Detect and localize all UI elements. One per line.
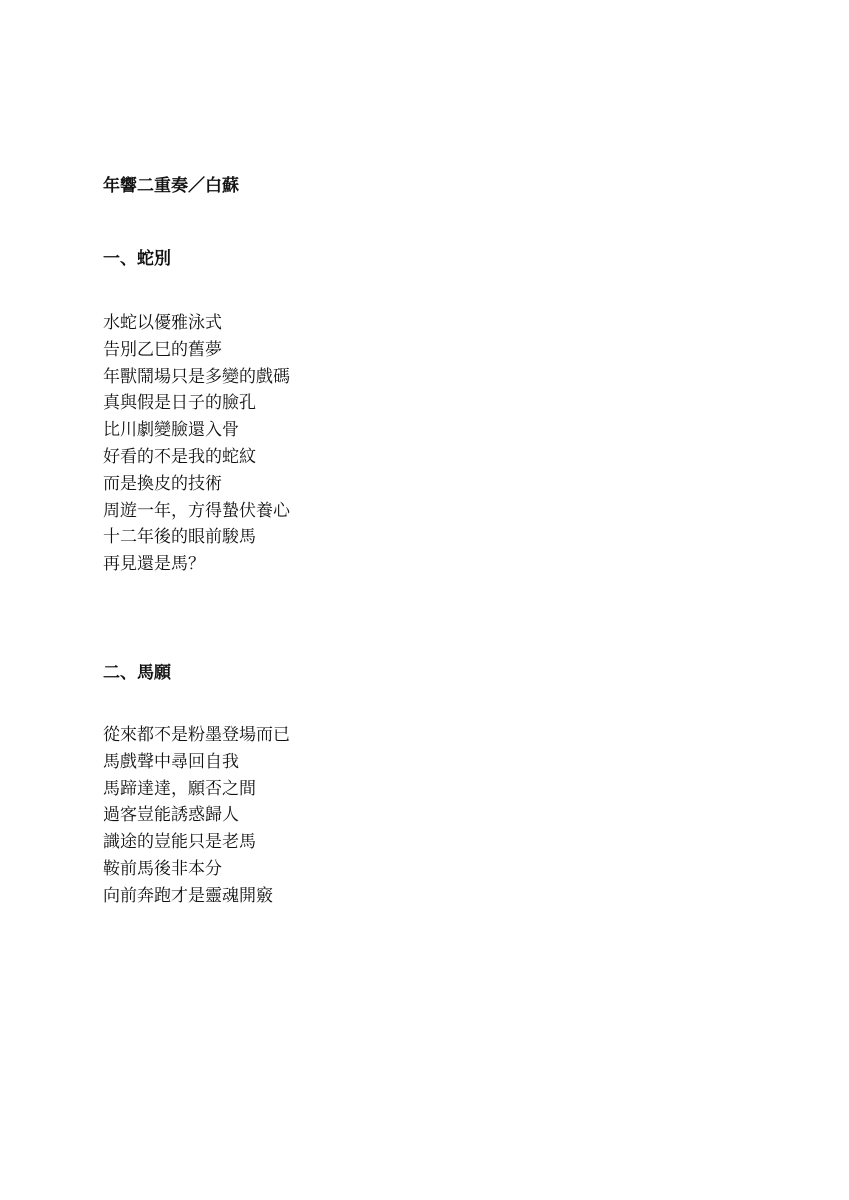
poem-line: 馬蹄達達，願否之間 bbox=[103, 778, 256, 799]
poem-line: 再見還是馬？ bbox=[103, 554, 205, 575]
poem-line: 從來都不是粉墨登場而已 bbox=[103, 725, 290, 745]
poem-line: 周遊一年，方得蟄伏養心 bbox=[103, 500, 290, 521]
poem-line: 鞍前馬後非本分 bbox=[103, 858, 222, 879]
poem-line: 十二年後的眼前駿馬 bbox=[103, 527, 256, 548]
poem-line: 向前奔跑才是靈魂開竅 bbox=[103, 885, 273, 906]
section-heading-horse-wish: 二、馬願 bbox=[103, 663, 171, 683]
poem-stanza-2 bbox=[103, 722, 290, 910]
poem-line: 而是換皮的技術 bbox=[103, 473, 222, 494]
poem-line: 好看的不是我的蛇紋 bbox=[103, 446, 256, 467]
section-heading-snake-farewell: 一、蛇別 bbox=[103, 249, 171, 269]
poem-line: 比川劇變臉還入骨 bbox=[103, 420, 239, 441]
poem-line: 告別乙巳的舊夢 bbox=[103, 339, 222, 360]
poem-line: 過客豈能誘惑歸人 bbox=[103, 805, 239, 826]
poem-line: 水蛇以優雅泳式 bbox=[103, 313, 222, 333]
poem-line: 識途的豈能只是老馬 bbox=[103, 832, 256, 853]
poem-title: 年響二重奏／白蘇 bbox=[103, 176, 239, 196]
poem-line: 真與假是日子的臉孔 bbox=[103, 393, 256, 414]
poem-line: 年獸鬧場只是多變的戲碼 bbox=[103, 366, 290, 387]
poem-line: 馬戲聲中尋回自我 bbox=[103, 751, 239, 772]
poem-stanza-1 bbox=[103, 310, 290, 578]
